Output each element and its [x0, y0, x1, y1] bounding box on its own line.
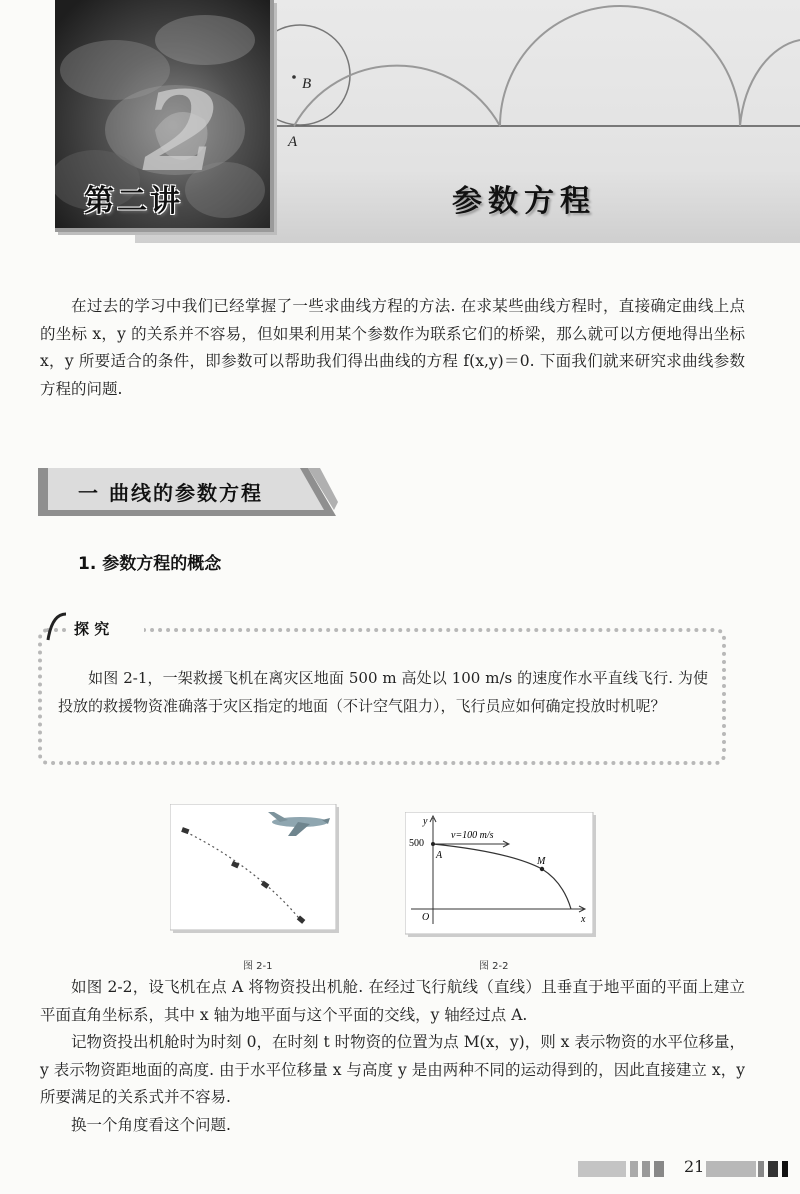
- rolling-circle: [270, 25, 350, 125]
- figure-2-2: [405, 812, 597, 938]
- section-title: 一 曲线的参数方程: [78, 481, 263, 505]
- explore-text: [58, 664, 708, 720]
- fig2-origin-label: O: [422, 912, 430, 923]
- page-number: 21: [684, 1157, 705, 1176]
- fig2-velocity-label: v=100 m/s: [451, 830, 494, 841]
- figure-2-1: [170, 804, 340, 934]
- point-m-dot: [540, 867, 544, 871]
- fig2-y-tick: 500: [409, 838, 424, 849]
- figure-2-1-caption: 图 2-1: [243, 961, 273, 972]
- cycloid-arch-1: [294, 66, 500, 126]
- fig2-point-a: A: [436, 850, 443, 861]
- body-paragraph-1: 如图 2-2，设飞机在点 A 将物资投出机舱. 在经过飞行航线（直线）且垂直于地平面的平面上建立平面直角坐标系，其中 x 轴为地平面与这个平面的交线，y 轴经过点 A.: [40, 978, 745, 1024]
- cycloid-arch-3: [740, 40, 800, 126]
- body-text: [40, 974, 745, 1139]
- chapter-digit: 2: [143, 67, 220, 196]
- figure-2-2-caption: 图 2-2: [479, 961, 509, 972]
- subsection-title: 1. 参数方程的概念: [78, 554, 222, 574]
- explore-question: 如图 2-1，一架救援飞机在离灾区地面 500 m 高处以 100 m/s 的速度作水平直线飞行. 为使投放的救援物资准确落于灾区指定的地面（不计空气阻力），飞行员应如何确定投放时机呢？: [58, 669, 708, 715]
- explore-bracket-icon: [44, 612, 70, 642]
- fig2-x-label: x: [581, 914, 586, 925]
- point-a-dot: [431, 842, 435, 846]
- intro-text: 在过去的学习中我们已经掌握了一些求曲线方程的方法. 在求某些曲线方程时，直接确定曲线上点的坐标 x，y 的关系并不容易，但如果利用某个参数作为联系它们的桥梁，那么就可以方便地得出坐标 x，y 所要适合的条件，即参数可以帮助我们得出曲线的方程 f(x,y)＝0. 下面我们就来研究求曲线参数方程的问题.: [40, 297, 745, 398]
- body-paragraph-3: 换一个角度看这个问题.: [71, 1115, 231, 1134]
- center-point: [292, 75, 296, 79]
- body-paragraph-2: 记物资投出机舱时为时刻 0，在时刻 t 时物资的位置为点 M(x，y)，则 x 表示物资的水平位移量，y 表示物资距地面的高度. 由于水平位移量 x 与高度 y 是由两种不同的运动得到的，因此直接建立 x，y 所要满足的关系式并不容易.: [40, 1033, 745, 1106]
- explore-label: 探 究: [70, 617, 144, 641]
- lecture-number: 第二讲: [84, 184, 183, 219]
- intro-paragraph: [40, 293, 745, 403]
- fig2-point-m: M: [537, 856, 546, 867]
- point-a-label: A: [288, 134, 298, 150]
- cycloid-illustration: [270, 0, 800, 150]
- cycloid-arch-2: [500, 6, 740, 126]
- fig2-y-label: y: [423, 816, 428, 827]
- lecture-title: 参数方程: [452, 184, 596, 219]
- point-b-label: B: [302, 76, 312, 92]
